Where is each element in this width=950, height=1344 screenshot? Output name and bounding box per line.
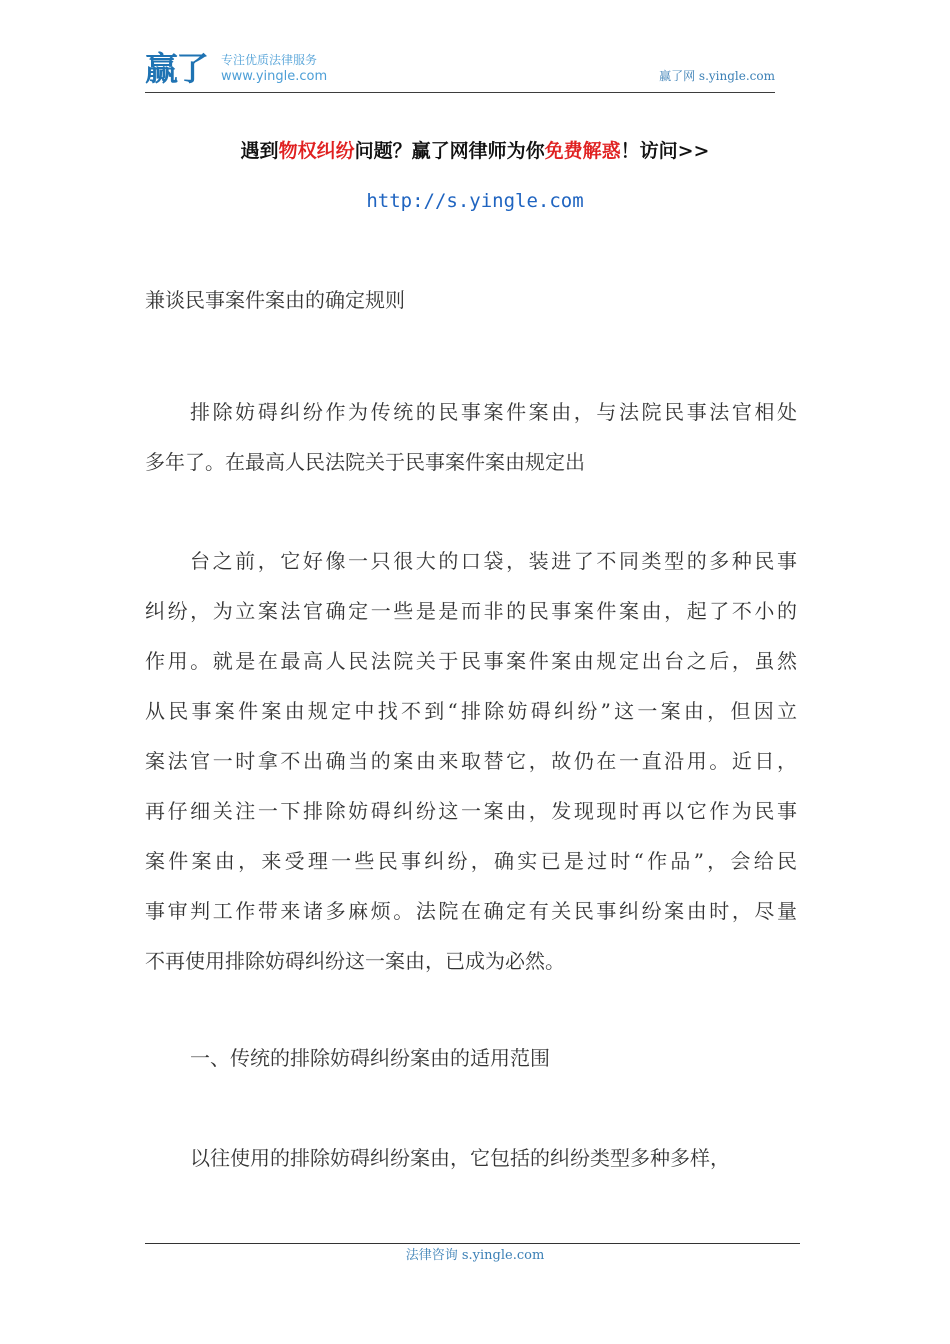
paragraph-line: 作用。就是在最高人民法院关于民事案件案由规定出台之后，虽然: [145, 649, 797, 673]
promo-text-3: ！访问>>: [620, 140, 710, 162]
paragraph-line: 从民事案件案由规定中找不到“排除妨碍纠纷”这一案由，但因立: [145, 699, 797, 723]
promo-text-2: 问题？赢了网律师为你: [354, 140, 545, 162]
paragraph-line: 事审判工作带来诸多麻烦。法院在确定有关民事纠纷案由时，尽量: [145, 899, 797, 923]
paragraph-line: 案法官一时拿不出确当的案由来取替它，故仍在一直沿用。近日，: [145, 749, 797, 773]
paragraph-4: [145, 1133, 797, 1183]
paragraph-line: 不再使用排除妨碍纠纷这一案由，已成为必然。: [145, 949, 565, 973]
page-header: [145, 50, 775, 93]
promo-banner: [0, 138, 950, 164]
paragraph-line: 排除妨碍纠纷作为传统的民事案件案由，与法院民事法官相处: [190, 400, 797, 424]
paragraph-line: 案件案由，来受理一些民事纠纷，确实已是过时“作品”，会给民: [145, 849, 797, 873]
paragraph-2: [145, 536, 797, 986]
paragraph-1: [145, 387, 797, 487]
paragraph-line: 多年了。在最高人民法院关于民事案件案由规定出: [145, 450, 585, 474]
promo-url-link[interactable]: http://s.yingle.com: [366, 190, 584, 212]
footer-divider: [145, 1243, 800, 1244]
header-site-link[interactable]: 赢了网 s.yingle.com: [659, 69, 775, 83]
paragraph-line: 纠纷，为立案法官确定一些是是而非的民事案件案由，起了不小的: [145, 599, 797, 623]
document-title: 兼谈民事案件案由的确定规则: [145, 288, 405, 312]
paragraph-line: 再仔细关注一下排除妨碍纠纷这一案由，发现现时再以它作为民事: [145, 799, 797, 823]
section-heading-text: 一、传统的排除妨碍纠纷案由的适用范围: [190, 1046, 550, 1070]
logo-url: www.yingle.com: [221, 69, 328, 84]
paragraph-line: 以往使用的排除妨碍纠纷案由，它包括的纠纷类型多种多样，: [190, 1146, 730, 1170]
logo-mark: 赢了: [145, 49, 207, 88]
logo-slogan: 专注优质法律服务: [221, 53, 318, 67]
footer-link[interactable]: 法律咨询 s.yingle.com: [405, 1248, 545, 1263]
promo-text-1: 遇到: [240, 140, 279, 162]
promo-highlight-topic: 物权纠纷: [278, 140, 355, 162]
section-heading: [145, 1033, 797, 1083]
paragraph-line: 台之前，它好像一只很大的口袋，装进了不同类型的多种民事: [190, 549, 797, 573]
promo-highlight-free: 免费解惑: [544, 140, 621, 162]
